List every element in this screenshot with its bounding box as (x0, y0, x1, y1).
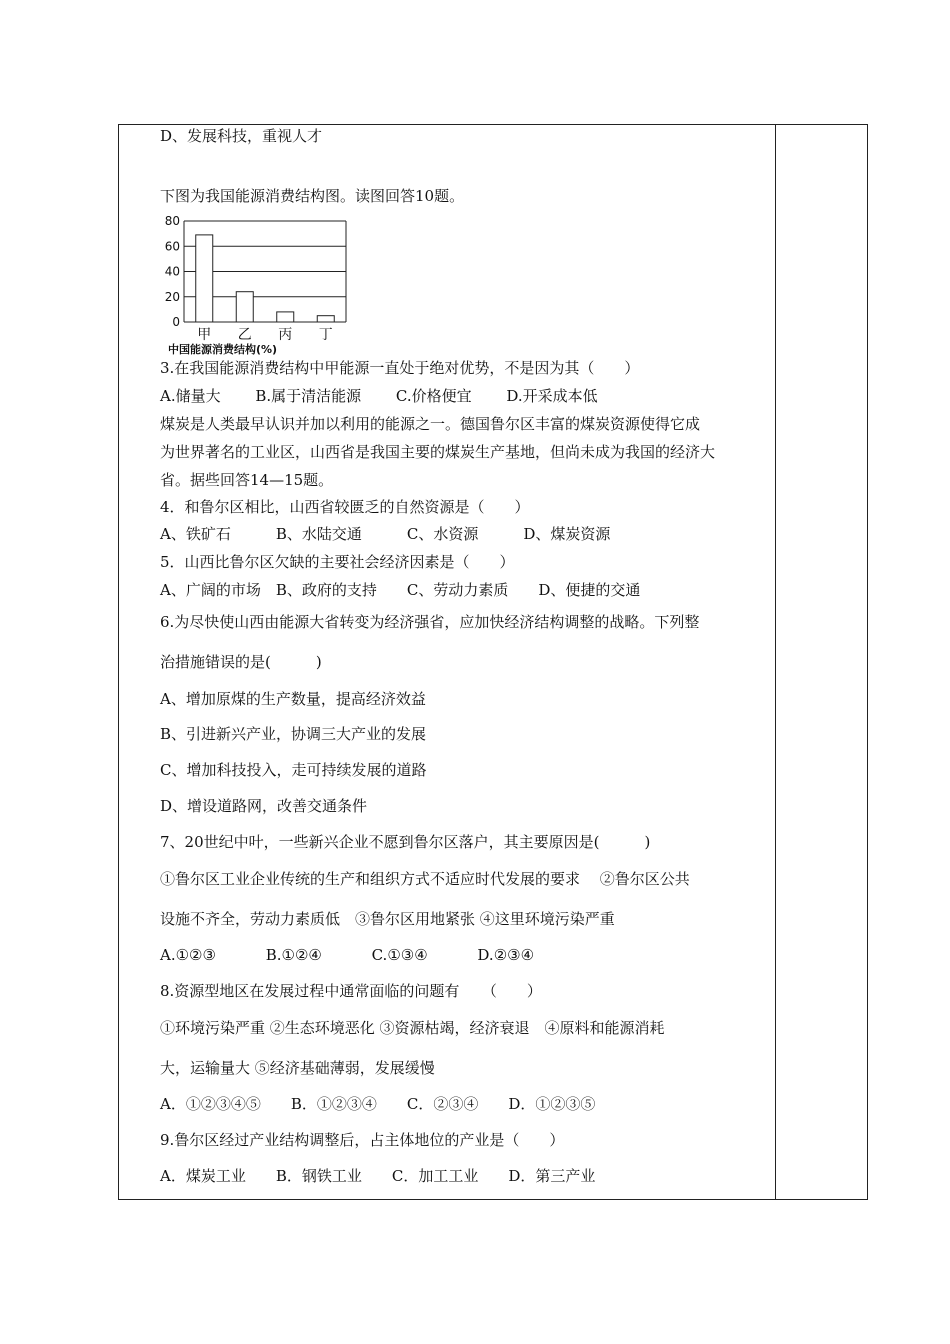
text-line: 下图为我国能源消费结构图。读图回答10题。 (160, 187, 465, 205)
x-tick-label: 丙 (278, 327, 293, 343)
text-line: 大，运输量大 ⑤经济基础薄弱，发展缓慢 (160, 1059, 435, 1077)
text-line: C、增加科技投入，走可持续发展的道路 (160, 761, 427, 779)
column-divider (775, 124, 776, 1200)
text-line: 8.资源型地区在发展过程中通常面临的问题有 （ ） (160, 982, 542, 1000)
y-tick-label: 60 (164, 239, 180, 254)
y-tick-label: 80 (164, 214, 180, 228)
y-tick-label: 20 (164, 289, 180, 304)
text-line: D、增设道路网，改善交通条件 (160, 797, 368, 815)
text-line: 9.鲁尔区经过产业结构调整后，占主体地位的产业是（ ） (160, 1131, 565, 1149)
text-line: ①鲁尔区工业企业传统的生产和组织方式不适应时代发展的要求 ②鲁尔区公共 (160, 870, 690, 888)
chart-title: 中国能源消费结构(%) (168, 343, 278, 356)
text-line: A、增加原煤的生产数量，提高经济效益 (160, 690, 426, 708)
text-line: D、发展科技，重视人才 (160, 127, 323, 145)
x-tick-label: 乙 (237, 327, 252, 343)
text-line: 省。据些回答14—15题。 (160, 471, 334, 489)
text-line: 煤炭是人类最早认识并加以利用的能源之一。德国鲁尔区丰富的煤炭资源使得它成 (160, 415, 701, 433)
bar (317, 316, 334, 322)
text-line: 6.为尽快使山西由能源大省转变为经济强省，应加快经济结构调整的战略。下列整 (160, 613, 700, 631)
text-line: A.①②③ B.①②④ C.①③④ D.②③④ (160, 946, 535, 964)
text-line: B、引进新兴产业，协调三大产业的发展 (160, 725, 427, 743)
text-line: 设施不齐全，劳动力素质低 ③鲁尔区用地紧张 ④这里环境污染严重 (160, 910, 615, 928)
text-line: A．煤炭工业 B．钢铁工业 C．加工工业 D．第三产业 (160, 1167, 596, 1185)
text-line: 4．和鲁尔区相比，山西省较匮乏的自然资源是（ ） (160, 498, 530, 516)
text-line: 5．山西比鲁尔区欠缺的主要社会经济因素是（ ） (160, 553, 515, 571)
text-line: ①环境污染严重 ②生态环境恶化 ③资源枯竭，经济衰退 ④原料和能源消耗 (160, 1019, 665, 1037)
text-line: 3.在我国能源消费结构中甲能源一直处于绝对优势，不是因为其（ ） (160, 359, 640, 377)
text-line: 治措施错误的是( ) (160, 653, 322, 671)
y-tick-label: 40 (164, 264, 180, 279)
bar (196, 235, 213, 322)
text-line: A．①②③④⑤ B．①②③④ C．②③④ D．①②③⑤ (160, 1095, 596, 1113)
energy-chart (154, 212, 354, 358)
y-tick-label: 0 (172, 315, 180, 329)
text-line: A、铁矿石 B、水陆交通 C、水资源 D、煤炭资源 (160, 525, 611, 543)
text-line: A.储量大 B.属于清洁能源 C.价格便宜 D.开采成本低 (160, 387, 598, 405)
bar (236, 292, 253, 322)
x-tick-label: 甲 (197, 327, 212, 343)
text-line: A、广阔的市场 B、政府的支持 C、劳动力素质 D、便捷的交通 (160, 581, 641, 599)
x-tick-label: 丁 (318, 327, 333, 343)
text-line: 7、20世纪中叶，一些新兴企业不愿到鲁尔区落户，其主要原因是( ) (160, 833, 651, 851)
bar (277, 312, 294, 322)
text-line: 为世界著名的工业区，山西省是我国主要的煤炭生产基地，但尚未成为我国的经济大 (160, 443, 716, 461)
